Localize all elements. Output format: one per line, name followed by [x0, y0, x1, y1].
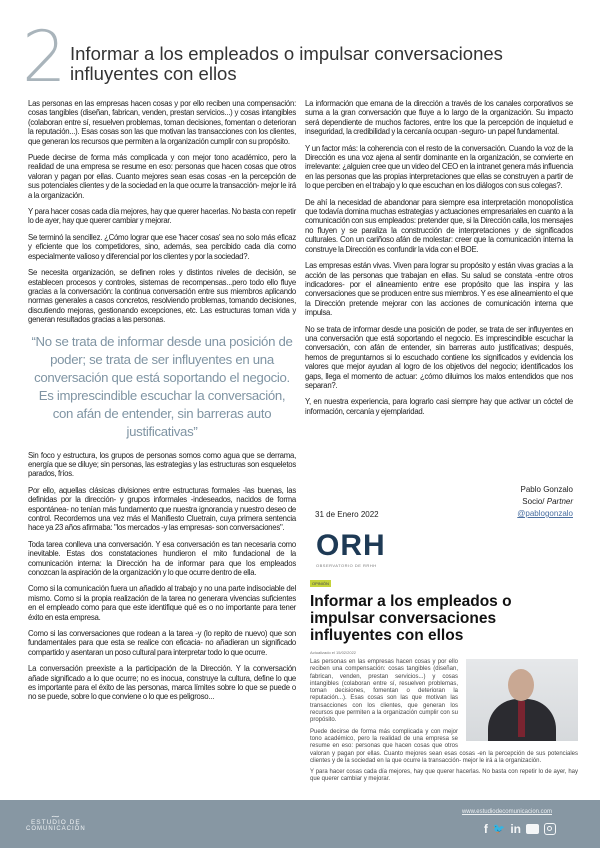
- author-handle-link[interactable]: @pablogonzalo: [517, 509, 573, 518]
- clipping-paragraph: Las personas en las empresas hacen cosas y por ello reciben una compensación: cosas tangibles (diseñan, fabrican, venden, prestan servicios...) y cosas intangibles (colaboran entre sí, resuelven problemas, toman decisiones, fomentan o deterioran la reputación...). Esas cosas son las que motivan las transacciones con los clientes, que generan los recursos que permiten a la organización cumplir con su propósito.: [310, 659, 458, 724]
- paragraph: De ahí la necesidad de abandonar para siempre esa interpretación monopolística que todavía domina muchas estrategias y actuaciones empresariales en cuanto a la comunicación con sus empleados: pretender que, si la Dirección calla, los mensajes no fluyen y se paraliza la construcción de interpretaciones y de significados culturales. Con un cariñoso afán de molestar: creer que la comunicación interna la construye la Dirección es confundir la vida con el BOE.: [305, 197, 573, 254]
- press-clipping: [310, 529, 578, 783]
- clipping-date: Actualizado el 15/02/2022: [310, 650, 357, 655]
- clipping-body: [310, 659, 578, 784]
- right-column: [305, 99, 573, 416]
- author-name: Pablo Gonzalo: [520, 485, 573, 494]
- clipping-paragraph: Puede decirse de forma más complicada y con mejor tono académico, pero la realidad de una empresa se resume en eso: personas que hacen cosas que otros valoran y pagan por ellas. Cuanto mejores sean esas cosas -en la percepción de sus potenciales clientes y de la sociedad en la que ocurre la transacción- mejor le irá a la organización.: [310, 728, 578, 764]
- left-column: [28, 99, 296, 702]
- social-links: [484, 822, 556, 836]
- paragraph: Por ello, aquellas clásicas divisiones entre estructuras formales -las buenas, las definidas por la dirección- y grupos informales -indeseados, nacidos de forma espontánea- no tenían más fundamento que nuestra ignorancia y nuestro deseo de control. Recordemos una vez más el Manifiesto Cluetrain, cuya primera sentencia hace ya 23 años afirmaba: "los mercados -y las empresas- son conversaciones".: [28, 485, 296, 533]
- category-tag: OPINIÓN: [312, 581, 329, 586]
- section-number: 2: [22, 16, 67, 98]
- clipping-paragraph: Y para hacer cosas cada día mejores, hay que querer hacerlas. No basta con repetir lo de ayer, hay que querer cambiar y mejorar.: [310, 769, 578, 783]
- website-link[interactable]: www.estudiodecomunicacion.com: [461, 809, 552, 815]
- paragraph: Las empresas están vivas. Viven para lograr su propósito y están vivas gracias a la acción de las personas que trabajan en ellas. Su salud se constata -entre otros indicadores- por el alineamiento entre ese propósito que las inspira y las conversaciones que se producen entre sus miembros. Y es ese alineamiento el que la Dirección pretende mejorar con las acciones de comunicación interna que impulsa.: [305, 261, 573, 318]
- paragraph: Y para hacer cosas cada día mejores, hay que querer hacerlas. No basta con repetir lo de ayer, hay que querer cambiar y mejorar.: [28, 207, 296, 226]
- paragraph: La conversación preexiste a la participación de la Dirección. Y la conversación añade significado a lo que ocurre; no es inocua, construye la cultura, define lo que es importante para el éxito de las personas, marca límites sobre lo que se puede o no se puede, sobre lo que conviene o lo que es peligroso...: [28, 664, 296, 702]
- instagram-icon[interactable]: [544, 823, 556, 835]
- youtube-icon[interactable]: [526, 824, 539, 834]
- footer-logo: ⁓ ESTUDIO DE COMUNICACIÓN: [26, 812, 86, 832]
- paragraph: Toda tarea conlleva una conversación. Y esa conversación es tan necesaria como inevitable. Estas dos constataciones hundieron el mito fundacional de la comunicación interna: la Dirección ha de informar para que los empleados conozcan la aspiración de la organización y lo que ocurre dentro de ella.: [28, 539, 296, 577]
- paragraph: La información que emana de la dirección a través de los canales corporativos se suma a la gran conversación que fluye a lo largo de la organización. Su impacto será dependiente de muchos factores, entre los que la percepción de inquietud e inseguridad, la credibilidad y la cercanía ocupan -seguro- un papel fundamental.: [305, 99, 573, 137]
- role-italic: Partner: [546, 497, 573, 506]
- paragraph: No se trata de informar desde una posición de poder, se trata de ser influyentes en una conversación que está soportando el negocio. Es imprescindible escuchar la conversación, con afán de entender, sin barreras auto justificativas; después, hemos de preguntarnos si lo escuchado contiene los significados y evidencia los valores que mejor ayudan al logro de los objetivos del negocio; identificados los gaps, llega el momento de actuar: ¿cómo diluimos los malos entendidos que nos separan?.: [305, 324, 573, 390]
- paragraph: Como si la comunicación fuera un añadido al trabajo y no una parte indisociable del mismo. Como si la propia realización de la tarea no generara vivencias suficientes en el empleado como para que este identifique qué es o no importante para tener éxito en esta empresa.: [28, 584, 296, 622]
- paragraph: Puede decirse de forma más complicada y con mejor tono académico, pero la realidad de una empresa se resume en eso: personas que hacen cosas que otros valoran y pagan por ellas. Cuanto mejores sean esas cosas -en la percepción de sus potenciales clientes y de la sociedad en la que ocurre la transacción- mejor le irá a la organización.: [28, 153, 296, 200]
- page-title: Informar a los empleados o impulsar conversaciones influyentes con ellos: [70, 43, 503, 84]
- logo-line2: COMUNICACIÓN: [26, 826, 86, 832]
- pull-quote: “No se trata de informar desde una posición de poder; se trata de ser influyentes en una conversación que está soportando el negocio. Es imprescindible escuchar la conversación, con afán de entender, sin barreras auto justificativas”: [31, 333, 293, 439]
- paragraph: Como si las conversaciones que rodean a la tarea -y (lo repito de nuevo) que son fundamentales para que esta se realice con eficacia- no añadieran un significado compartido y asentaran un poso cultural para interpretar todo lo que ocurre.: [28, 629, 296, 657]
- signature: [305, 484, 573, 520]
- linkedin-icon[interactable]: in: [510, 822, 521, 836]
- paragraph: Sin foco y estructura, los grupos de personas somos como agua que se derrama, energía que se diluye; sin personas, las estrategias y las estructuras son esqueletos parados, fríos.: [28, 450, 296, 479]
- clipping-title: Informar a los empleados o impulsar conversaciones influyentes con ellos: [310, 593, 512, 644]
- paragraph: Y un factor más: la coherencia con el resto de la conversación. Cuando la voz de la Dirección es una voz ajena al sentir dominante en la organización, se convierte en irrelevante: ¿alguien cree que un video del CEO en la intranet genera más influencia en las personas que las propias interpretaciones que ellas se construyen a partir de lo que perciben en el trabajo y lo que escuchan en los diálogos con sus colegas?.: [305, 143, 573, 191]
- author-role: [305, 496, 573, 508]
- facebook-icon[interactable]: f: [483, 822, 488, 836]
- role-label: Socio/: [522, 497, 545, 506]
- paragraph: Y, en nuestra experiencia, para lograrlo casi siempre hay que activar un cóctel de información, cercanía y ejemplaridad.: [305, 397, 573, 416]
- orh-logo-subtitle: OBSERVATORIO DE RRHH: [316, 563, 377, 568]
- author-photo: [466, 659, 578, 741]
- logo-line1: ESTUDIO DE: [30, 819, 81, 826]
- paragraph: Las personas en las empresas hacen cosas y por ello reciben una compensación: cosas tangibles (diseñan, fabrican, venden, prestan servicios...) y cosas intangibles (colaboran entre sí, resuelven problemas, toman decisiones, fomentan o deterioran la reputación...). Esas cosas son las que motivan las transacciones con los clientes, que generan los recursos que permiten a la organización cumplir con su propósito.: [28, 99, 296, 146]
- orh-logo: ORH: [316, 529, 386, 562]
- footer: [0, 800, 600, 848]
- paragraph: Se necesita organización, se definen roles y distintos niveles de decisión, se establecen procesos y controles, sistemas de recompensas...pero todo ello fluye gracias a la conversación: la continua conversación entre sus miembros aplicando normas generales a casos concretos, resolviendo problemas, tomando decisiones, discutiendo mejoras, gestionando excepciones, etc. Las estructuras toman vida y generan resultados gracias a las personas.: [28, 268, 296, 325]
- twitter-icon[interactable]: 🐦: [492, 823, 506, 835]
- publish-date: 31 de Enero 2022: [315, 510, 379, 519]
- paragraph: Se terminó la sencillez. ¿Cómo lograr que ese 'hacer cosas' sea no solo más eficaz y eficiente que los competidores, sino, además, sea percibido cada día como especialmente valioso y diferencial por los clientes y por la sociedad?.: [28, 232, 296, 261]
